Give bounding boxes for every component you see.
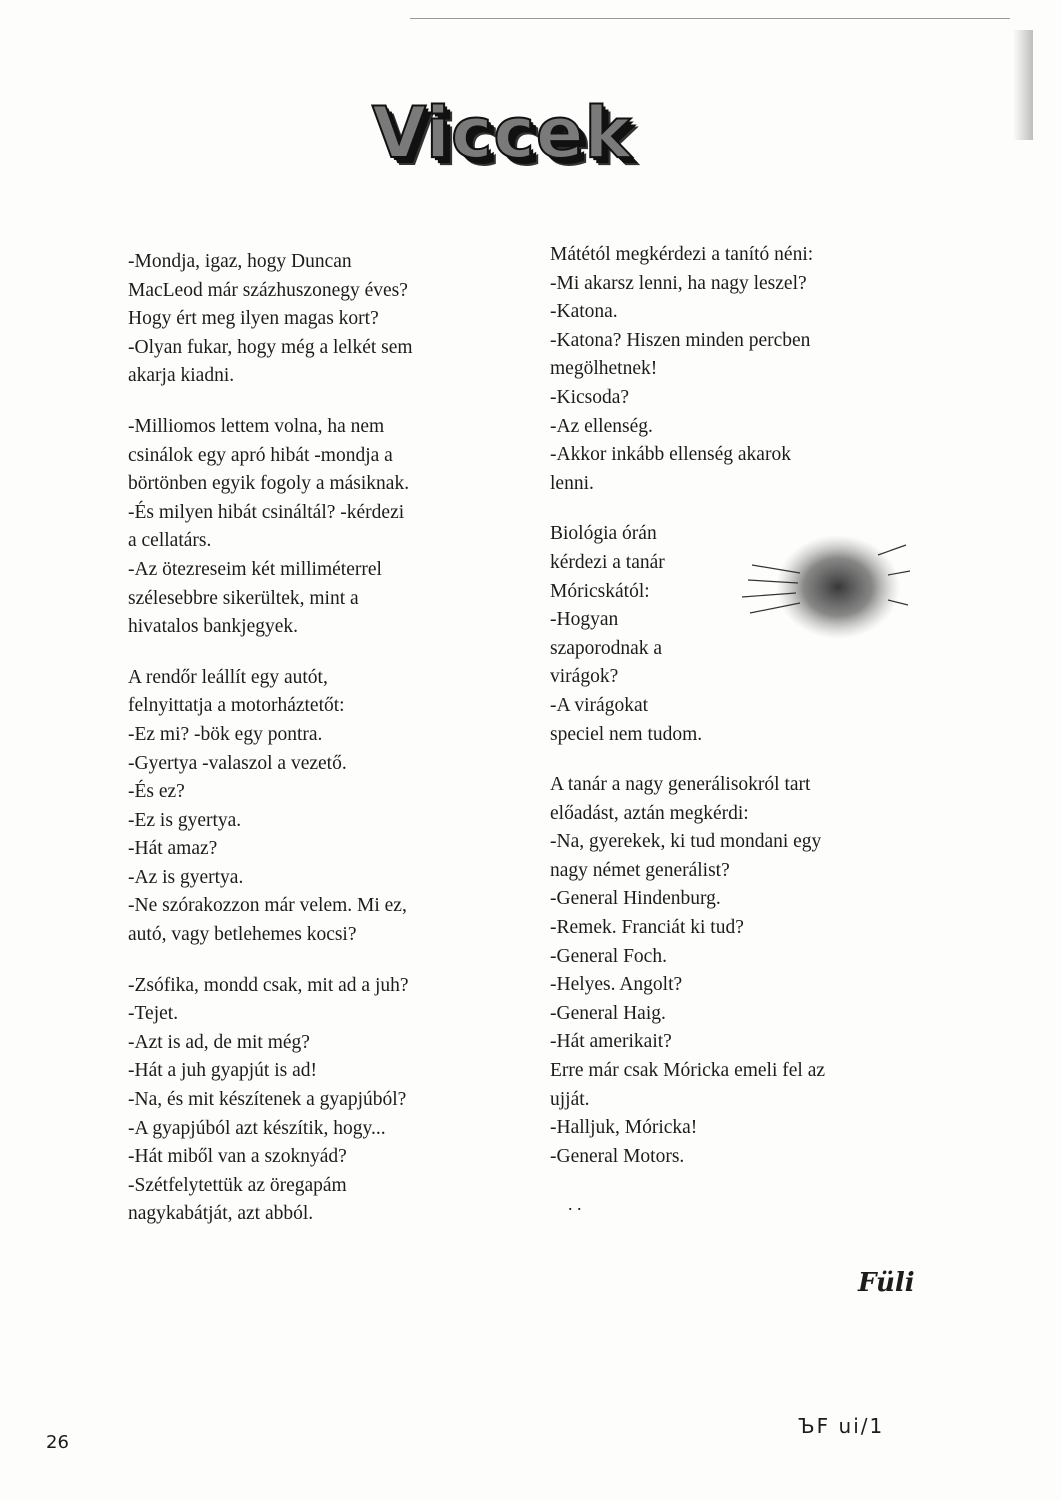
- joke-line: -Hát amaz?: [128, 838, 218, 860]
- joke-line: -General Motors.: [550, 1145, 685, 1167]
- joke-line: -Az ellenség.: [550, 415, 653, 437]
- joke: [128, 413, 518, 642]
- joke-line: -Tejet.: [128, 1003, 179, 1025]
- joke-line: felnyittatja a motorháztetőt:: [128, 695, 345, 717]
- joke-line: -Mondja, igaz, hogy Duncan: [128, 251, 352, 272]
- joke-line: börtönben egyik fogoly a másiknak.: [128, 473, 410, 495]
- left-column: [128, 248, 518, 1251]
- trailing-marks: . .: [568, 1194, 582, 1214]
- joke-line: nagy német generálist?: [550, 859, 730, 881]
- joke-line: -Remek. Franciát ki tud?: [550, 917, 744, 939]
- joke-line: -Hát a juh gyapjút is ad!: [128, 1060, 317, 1082]
- joke-line: MacLeod már százhuszonegy éves?: [128, 279, 408, 301]
- joke-line: csinálok egy apró hibát -mondja a: [128, 444, 393, 466]
- joke-line: -Helyes. Angolt?: [550, 974, 683, 996]
- joke-line: -Azt is ad, de mit még?: [128, 1031, 310, 1053]
- scan-shadow: [1013, 30, 1033, 140]
- joke-line: -Az ötezreseim két milliméterrel: [128, 558, 382, 580]
- joke-line: lenni.: [550, 472, 594, 494]
- joke-line: -Hogyan: [550, 609, 619, 631]
- joke-line: -General Foch.: [550, 945, 667, 967]
- joke-line: A tanár a nagy generálisokról tart: [550, 774, 811, 796]
- joke-line: nagykabátját, azt abból.: [128, 1203, 314, 1225]
- joke: [128, 248, 518, 391]
- page-number: 26: [46, 1432, 69, 1453]
- joke-line: -Katona? Hiszen minden percben: [550, 329, 811, 351]
- joke-line: -Hát miből van a szoknyád?: [128, 1146, 347, 1168]
- joke-line: -A virágokat: [550, 694, 649, 716]
- joke-line: szaporodnak a: [550, 637, 663, 659]
- joke-line: -Ez is gyertya.: [128, 809, 242, 831]
- joke-line: -Akkor inkább ellenség akarok: [550, 444, 791, 466]
- joke-line: előadást, aztán megkérdi:: [550, 802, 749, 824]
- joke-line: Mátétól megkérdezi a tanító néni:: [550, 244, 814, 265]
- joke: [550, 241, 910, 498]
- joke-line: akarja kiadni.: [128, 365, 235, 387]
- joke-line: A rendőr leállít egy autót,: [128, 666, 328, 688]
- joke-line: Hogy ért meg ilyen magas kort?: [128, 308, 379, 330]
- starburst-illustration: [738, 525, 913, 660]
- page-title: Viccek: [372, 92, 632, 174]
- joke-line: -Gyertya -valaszol a vezető.: [128, 752, 347, 774]
- joke-line: Biológia órán: [550, 523, 657, 545]
- joke-line: -Szétfelytettük az öregapám: [128, 1174, 347, 1196]
- handwritten-note: ЪF ui/1: [798, 1414, 885, 1438]
- joke-line: Móricskától:: [550, 580, 650, 602]
- joke-line: -Olyan fukar, hogy még a lelkét sem: [128, 336, 413, 358]
- joke-line: -Ez mi? -bök egy pontra.: [128, 723, 323, 745]
- joke-line: -A gyapjúból azt készítik, hogy...: [128, 1117, 386, 1139]
- top-rule: [410, 18, 1010, 19]
- joke-line: speciel nem tudom.: [550, 723, 703, 745]
- joke-line: -Milliomos lettem volna, ha nem: [128, 415, 385, 437]
- joke-line: kérdezi a tanár: [550, 551, 665, 573]
- joke-line: szélesebbre sikerültek, mint a: [128, 587, 359, 609]
- joke-line: -Hát amerikait?: [550, 1031, 672, 1053]
- joke-line: -Na, és mit készítenek a gyapjúból?: [128, 1089, 407, 1111]
- title-banner: [372, 88, 657, 188]
- joke-line: -Kicsoda?: [550, 386, 630, 408]
- joke-line: -Ne szórakozzon már velem. Mi ez,: [128, 895, 407, 917]
- joke-line: hivatalos bankjegyek.: [128, 616, 299, 638]
- joke-line: megölhetnek!: [550, 358, 658, 380]
- joke: [550, 771, 910, 1171]
- joke-line: -És ez?: [128, 781, 185, 803]
- joke-line: -Mi akarsz lenni, ha nagy leszel?: [550, 272, 807, 294]
- joke-line: a cellatárs.: [128, 530, 212, 552]
- joke-line: Erre már csak Móricka emeli fel az: [550, 1060, 826, 1082]
- joke-line: autó, vagy betlehemes kocsi?: [128, 924, 357, 946]
- joke: [128, 972, 518, 1229]
- joke-line: -Az is gyertya.: [128, 866, 244, 888]
- joke-line: -Katona.: [550, 301, 618, 323]
- joke-line: -General Haig.: [550, 1002, 666, 1024]
- joke: [128, 664, 518, 950]
- author-signature: Füli: [858, 1268, 915, 1298]
- joke-line: -Zsófika, mondd csak, mit ad a juh?: [128, 974, 409, 996]
- joke-line: -És milyen hibát csináltál? -kérdezi: [128, 501, 405, 523]
- joke-line: -Na, gyerekek, ki tud mondani egy: [550, 831, 822, 853]
- joke-line: ujját.: [550, 1088, 590, 1110]
- joke-line: -Halljuk, Móricka!: [550, 1117, 698, 1139]
- joke-line: virágok?: [550, 666, 619, 688]
- joke-line: -General Hindenburg.: [550, 888, 721, 910]
- right-column: [550, 241, 910, 1193]
